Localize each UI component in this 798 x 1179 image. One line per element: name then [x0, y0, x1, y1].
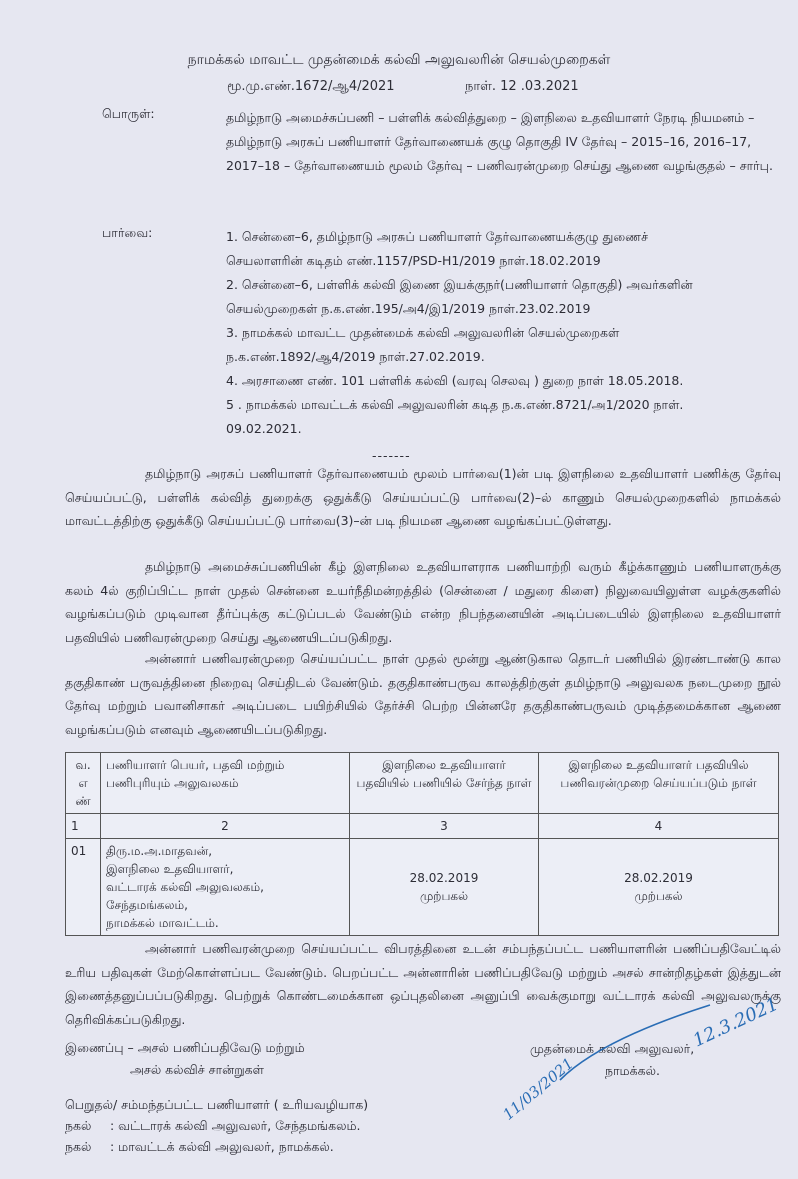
copy-label: நகல்	[65, 1139, 92, 1154]
reference-item: 1. சென்னை–6, தமிழ்நாடு அரசுப் பணியாளர் தேர்வாணையக்குழு துணைச் செயலாளரின் கடிதம் எண்.1157/PSD-H1/2019 நாள்.18.02.2019	[226, 229, 649, 268]
employee-line: நாமக்கல் மாவட்டம்.	[106, 916, 219, 930]
header-serial: வ. எ ண்	[66, 753, 101, 814]
reference-item: 2. சென்னை–6, பள்ளிக் கல்வி இணை இயக்குநர்(பணியாளர் தொகுதி) அவர்களின் செயல்முறைகள் ந.க.எண்.195/அ4/இ1/2019 நாள்.23.02.2019	[226, 277, 693, 316]
header-regularisation-date: இளநிலை உதவியாளர் பதவியில் பணிவரன்முறை செய்யப்படும் நாள்	[539, 753, 779, 814]
regularisation-date-cell	[539, 839, 779, 936]
enclosure-line: இணைப்பு – அசல் பணிப்பதிவேடு மற்றும்	[65, 1040, 305, 1055]
subject-label: பொருள்:	[102, 106, 155, 121]
regularisation-session: முற்பகல்	[634, 889, 683, 903]
body-paragraph: அன்னார் பணிவரன்முறை செய்யப்பட்ட நாள் முதல் மூன்று ஆண்டுகால தொடர் பணியில் இரண்டாண்டு கால தகுதிகாண் பருவத்தினை நிறைவு செய்திடல் வேண்டும். தகுதிகாண்பருவ காலத்திற்குள் தமிழ்நாடு அலுவலக நடைமுறை நூல் தேர்வு மற்றும் பவானிசாகர் அடிப்படை பயிற்சியில் தேர்ச்சி பெற்ற பின்னரே தகுதிகாண்பருவம் முடித்தமைக்கான ஆணை வழங்கப்படும் எனவும் ஆணையிடப்படுகிறது.	[65, 651, 781, 737]
header-employee: பணியாளர் பெயர், பதவி மற்றும் பணிபுரியும் அலுவலகம்	[101, 753, 350, 814]
body-paragraph: தமிழ்நாடு அமைச்சுப்பணியின் கீழ் இளநிலை உதவியாளராக பணியாற்றி வரும் கீழ்க்காணும் பணியாளருக்கு கலம் 4ல் குறிப்பிட்ட நாள் முதல் சென்னை உயர்நீதிமன்றத்தில் (சென்னை / மதுரை கிளை) நிலுவையிலுள்ள வழக்குகளில் வழங்கப்படும் முடிவான தீர்ப்புக்கு கட்டுப்படல் வேண்டும் என்ற நிபந்தனையின் அடிப்படையில் இளநிலை உதவியாளர் பதவியில் பணிவரன்முறை செய்து ஆணையிடப்படுகிறது.	[65, 559, 781, 645]
employee-line: வட்டாரக் கல்வி அலுவலகம்,	[106, 880, 264, 894]
handwritten-initial: 11/03/2021	[499, 1054, 578, 1124]
signatory-designation: முதன்மைக் கல்வி அலுவலர்,	[530, 1041, 695, 1056]
table-row	[66, 839, 779, 936]
employee-line: இளநிலை உதவியாளர்,	[106, 862, 234, 876]
copy-label: நகல்	[65, 1118, 92, 1133]
handwritten-date: 12.3.2021	[689, 993, 782, 1052]
signature-stroke-icon	[540, 1000, 720, 1090]
closing-paragraph: அன்னார் பணிவரன்முறை செய்யப்பட்ட விபரத்தினை உடன் சம்பந்தப்பட்ட பணியாளரின் பணிப்பதிவேட்டில் உரிய பதிவுகள் மேற்கொள்ளப்பட வேண்டும். பெறப்பட்ட அன்னாரின் பணிப்பதிவேடு மற்றும் அசல் சான்றிதழ்கள் இத்துடன் இணைத்தனுப்பப்படுகிறது. பெற்றுக் கொண்டமைக்கான ஒப்புதலினை அனுப்பி வைக்குமாறு வட்டாரக் கல்வி அலுவலருக்கு தெரிவிக்கப்படுகிறது.	[65, 941, 781, 1027]
column-number: 4	[539, 814, 779, 839]
body-paragraph: தமிழ்நாடு அரசுப் பணியாளர் தேர்வாணையம் மூலம் பார்வை(1)ன் படி இளநிலை உதவியாளர் பணிக்கு தேர்வு செய்யப்பட்டு, பள்ளிக் கல்வித் துறைக்கு ஒதுக்கீடு செய்யப்பட்டு பார்வை(2)–ல் காணும் செயல்முறைகளில் நாமக்கல் மாவட்டத்திற்கு ஒதுக்கீடு செய்யப்பட்டு பார்வை(3)–ன் படி நியமன ஆணை வழங்கப்பட்டுள்ளது.	[65, 466, 781, 528]
employee-line: சேந்தமங்கலம்,	[106, 898, 188, 912]
serial-number: 01	[66, 839, 101, 936]
join-date: 28.02.2019	[409, 871, 479, 885]
column-number: 2	[101, 814, 350, 839]
column-number: 3	[350, 814, 539, 839]
separator: -------	[372, 448, 411, 463]
reference-item: 3. நாமக்கல் மாவட்ட முதன்மைக் கல்வி அலுவலரின் செயல்முறைகள் ந.க.எண்.1892/ஆ4/2019 நாள்.27.02.2019.	[226, 325, 620, 364]
header-join-date: இளநிலை உதவியாளர் பதவியில் பணியில் சேர்ந்த நாள்	[350, 753, 539, 814]
recipient-line: பெறுதல்/ சம்மந்தப்பட்ட பணியாளர் ( உரியவழியாக)	[65, 1097, 369, 1112]
regularisation-date: 28.02.2019	[624, 871, 693, 885]
document-date: நாள். 12 .03.2021	[465, 79, 579, 94]
reference-item: 4. அரசாணை எண். 101 பள்ளிக் கல்வி (வரவு செலவு ) துறை நாள் 18.05.2018.	[226, 373, 684, 388]
references-list	[226, 225, 696, 441]
references-label: பார்வை:	[102, 225, 153, 240]
document-title: நாமக்கல் மாவட்ட முதன்மைக் கல்வி அலுவலரின் செயல்முறைகள்	[187, 52, 611, 68]
join-date-cell	[350, 839, 539, 936]
reference-number: மூ.மு.எண்.1672/ஆ4/2021	[227, 79, 395, 94]
employee-line: திரு.ம.அ.மாதவன்,	[106, 844, 213, 858]
copy-recipient: : மாவட்டக் கல்வி அலுவலர், நாமக்கல்.	[110, 1139, 334, 1154]
table-column-number-row	[66, 814, 779, 839]
copy-recipient: : வட்டாரக் கல்வி அலுவலர், சேந்தமங்கலம்.	[110, 1118, 361, 1133]
employee-details	[101, 839, 350, 936]
reference-item: 5 . நாமக்கல் மாவட்டக் கல்வி அலுவலரின் கடித ந.க.எண்.8721/அ1/2020 நாள். 09.02.2021.	[226, 397, 684, 436]
join-session: முற்பகல்	[419, 889, 469, 903]
regularisation-table	[65, 752, 779, 936]
column-number: 1	[66, 814, 101, 839]
signatory-place: நாமக்கல்.	[605, 1063, 660, 1078]
enclosure-line: அசல் கல்விச் சான்றுகள்	[130, 1062, 264, 1077]
subject-text: தமிழ்நாடு அமைச்சுப்பணி – பள்ளிக் கல்வித்துறை – இளநிலை உதவியாளர் நேரடி நியமனம் – தமிழ்நாடு அரசுப் பணியாளர் தேர்வாணையக் குழு தொகுதி IV தேர்வு – 2015–16, 2016–17, 2017–18 – தேர்வாணையம் மூலம் தேர்வு – பணிவரன்முறை செய்து ஆணை வழங்குதல் – சார்பு.	[226, 110, 773, 173]
table-header-row	[66, 753, 779, 814]
